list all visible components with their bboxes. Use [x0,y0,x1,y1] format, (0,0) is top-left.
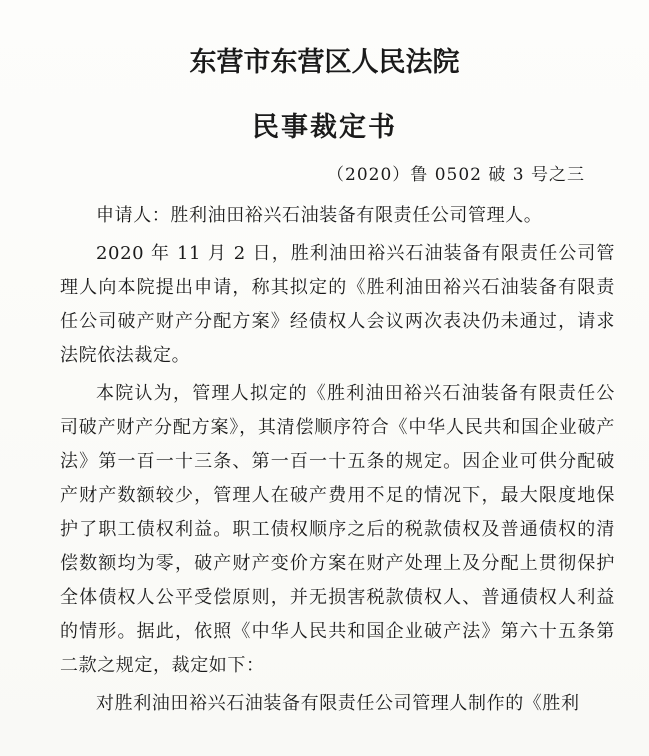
court-name: 东营市东营区人民法院 [189,47,460,78]
document-title: 民事裁定书 [252,112,397,143]
application-paragraph: 2020 年 11 月 2 日，胜利油田裕兴石油装备有限责任公司管理人向本院提出申请，称其拟定的《胜利油田裕兴石油装备有限责任公司破产财产分配方案》经债权人会议两次表决仍未通过，请求法院依法裁定。 [60,243,615,366]
case-number: （2020）鲁 0502 破 3 号之三 [327,165,585,185]
applicant-paragraph: 申请人：胜利油田裕兴石油装备有限责任公司管理人。 [96,205,543,226]
court-opinion-paragraph: 本院认为，管理人拟定的《胜利油田裕兴石油装备有限责任公司破产财产分配方案》，其清偿顺序符合《中华人民共和国企业破产法》第一百一十三条、第一百一十五条的规定。因企业可供分配破产财产数额较少，管理人在破产费用不足的情况下，最大限度地保护了职工债权利益。职工债权顺序之后的税款债权及普通债权的清偿数额均为零，破产财产变价方案在财产处理上及分配上贯彻保护全体债权人公平受偿原则，并无损害税款债权人、普通债权人利益的情形。据此，依照《中华人民共和国企业破产法》第六十五条第二款之规定，裁定如下： [60,383,615,676]
ruling-paragraph: 对胜利油田裕兴石油装备有限责任公司管理人制作的《胜利 [96,693,580,714]
document-body [60,199,615,721]
